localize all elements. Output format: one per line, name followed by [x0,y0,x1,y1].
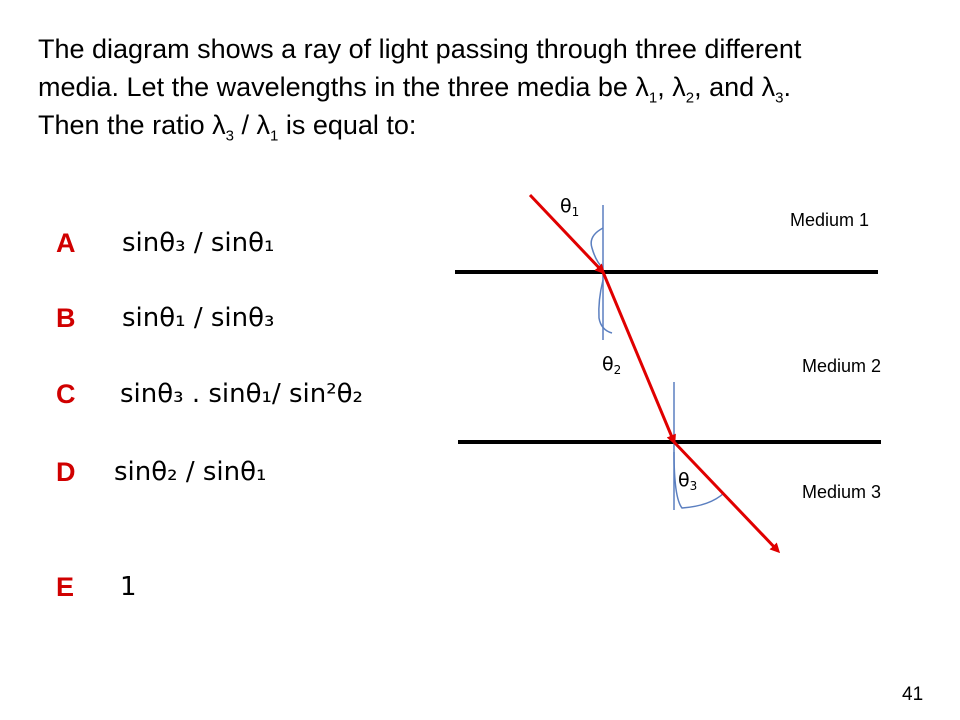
theta-1-label: $\theta_1$ [560,195,580,219]
medium-1-label: Medium 1 [790,210,870,230]
option-a-letter: A [56,228,76,258]
option-e-expression: 1 [120,572,137,602]
medium-3-label: Medium 3 [802,482,882,502]
question-line-2: media. Let the wavelengths in the three media be $\lambda_1$, $\lambda_2$, and $\lambda_3$. [38,72,791,107]
option-b-letter: B [56,303,76,333]
question-line-3: Then the ratio $\lambda_3 / \lambda_1$ is equal to: [38,110,417,145]
medium-2-label: Medium 2 [802,356,882,376]
option-e-letter: E [56,572,75,602]
page-number: 41 [902,684,924,705]
option-c-expression: sinθ₃ . sinθ₁/ sin²θ₂ [120,379,363,409]
option-a-expression: sinθ₃ / sinθ₁ [122,228,275,258]
theta-2-label: $\theta_2$ [602,353,622,377]
ray-refracted-2 [674,442,778,551]
ray-refracted-1 [603,272,674,442]
option-d-expression: sinθ₂ / sinθ₁ [114,457,267,487]
question-line-1: The diagram shows a ray of light passing through three different [38,34,802,64]
option-b-expression: sinθ₁ / sinθ₃ [122,303,275,333]
option-c-letter: C [56,379,76,409]
option-d-letter: D [56,457,76,487]
theta-3-label: $\theta_3$ [678,469,698,493]
